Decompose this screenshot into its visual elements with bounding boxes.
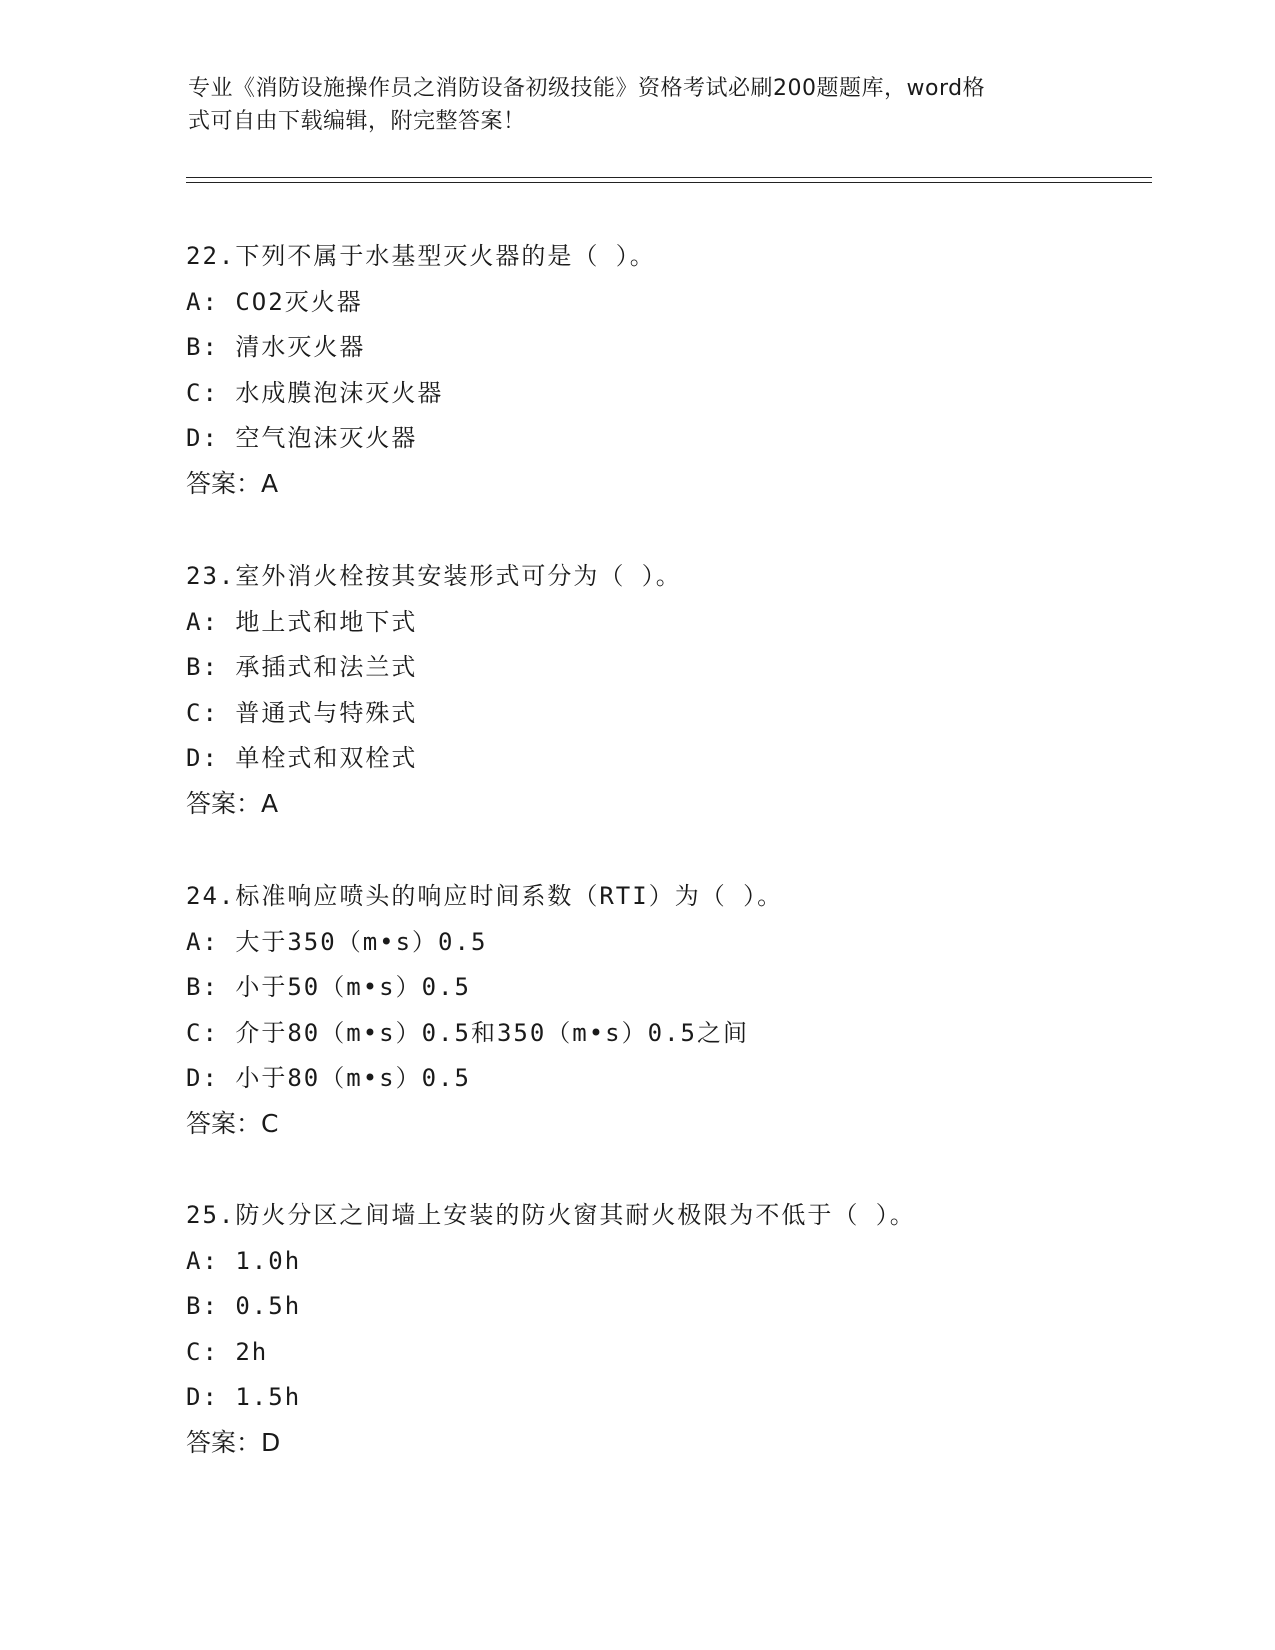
option-c: C: 水成膜泡沫灭火器 [186,378,444,407]
question-24 [186,881,1146,1155]
question-stem: 23.室外消火栓按其安装形式可分为（ ）。 [186,562,682,590]
answer: 答案：A [186,468,279,498]
option-d: D: 单栓式和双栓式 [186,744,418,773]
header-divider-top [186,177,1152,178]
option-b: B: 小于50（m•s）0.5 [186,973,471,1002]
document-header [188,72,1068,138]
option-a: A: 1.0h [186,1246,302,1275]
question-22 [186,241,1146,515]
option-d: D: 小于80（m•s）0.5 [186,1064,471,1093]
option-c: C: 普通式与特殊式 [186,698,418,727]
option-a: A: 地上式和地下式 [186,607,418,636]
option-d: D: 空气泡沫灭火器 [186,424,418,453]
question-25 [186,1200,1146,1474]
answer: 答案：C [186,1108,279,1138]
option-a: A: 大于350（m•s）0.5 [186,927,488,956]
option-b: B: 清水灭火器 [186,333,366,362]
question-stem: 22.下列不属于水基型灭火器的是（ ）。 [186,242,656,270]
header-line-1: 专业《消防设施操作员之消防设备初级技能》资格考试必刷200题题库，word格 [188,76,986,101]
option-c: C: 介于80（m•s）0.5和350（m•s）0.5之间 [186,1018,749,1047]
answer: 答案：A [186,788,279,818]
answer: 答案：D [186,1427,281,1457]
question-stem: 25.防火分区之间墙上安装的防火窗其耐火极限为不低于（ ）。 [186,1201,916,1229]
option-d: D: 1.5h [186,1383,302,1412]
option-a: A: CO2灭火器 [186,287,363,316]
option-b: B: 承插式和法兰式 [186,653,418,682]
option-b: B: 0.5h [186,1292,302,1321]
header-line-2: 式可自由下载编辑，附完整答案！ [188,109,526,134]
header-divider-bottom [186,182,1152,183]
option-c: C: 2h [186,1337,269,1366]
question-stem: 24.标准响应喷头的响应时间系数（RTI）为（ ）。 [186,882,784,910]
question-23 [186,561,1146,835]
